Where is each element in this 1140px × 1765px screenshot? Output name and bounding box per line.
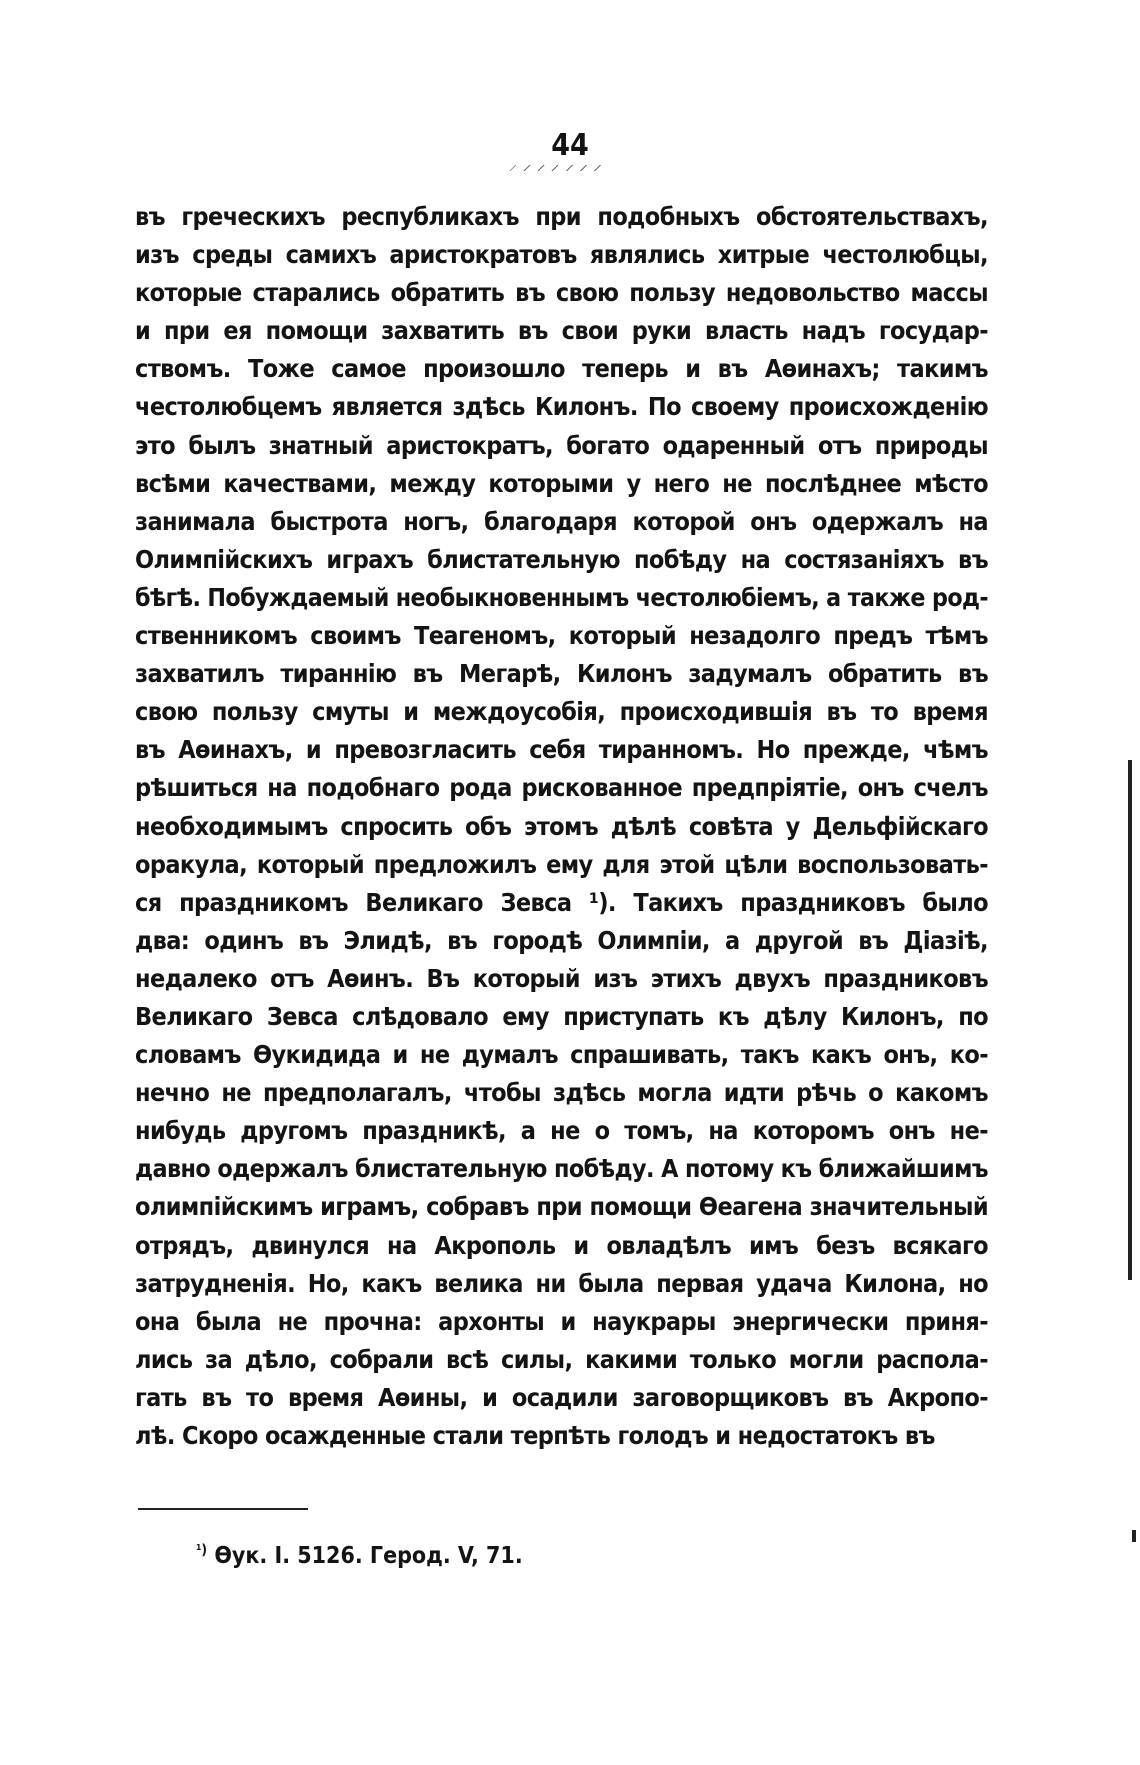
text-line: занимала быстрота ногъ, благодаря которой онъ одержалъ на — [135, 506, 988, 536]
text-line: въ Аѳинахъ, и превозгласить себя тиранномъ. Но прежде, чѣмъ — [135, 735, 988, 765]
text-line: затрудненія. Но, какъ велика ни была первая удача Килона, но — [135, 1268, 988, 1298]
text-line: честолюбцемъ является здѣсь Килонъ. По своему происхожденію — [135, 392, 988, 422]
body-text — [135, 198, 988, 1455]
text-line: которые старались обратить въ свою пользу недовольство массы — [135, 278, 988, 308]
text-line: это былъ знатный аристократъ, богато одаренный отъ природы — [135, 430, 988, 460]
text-line: словамъ Ѳукидида и не думалъ спрашивать, такъ какъ онъ, ко- — [135, 1040, 988, 1070]
footnote-marker: ¹) — [196, 1542, 208, 1559]
text-line: въ греческихъ республикахъ при подобныхъ обстоятельствахъ, — [135, 202, 988, 231]
scan-edge-mark — [1132, 1530, 1136, 1542]
text-line: она была не прочна: архонты и наукрары энергически приня- — [135, 1306, 988, 1336]
page-number-ornament — [508, 165, 608, 171]
text-line: ственникомъ своимъ Теагеномъ, который незадолго предъ тѣмъ — [135, 621, 988, 651]
text-line: недалеко отъ Аѳинъ. Въ который изъ этихъ двухъ праздниковъ — [135, 963, 988, 993]
text-line: необходимымъ спросить объ этомъ дѣлѣ совѣта у Дельфійскаго — [135, 811, 988, 841]
text-line: рѣшиться на подобнаго рода рискованное предпріятіе, онъ счелъ — [135, 773, 988, 803]
text-line: отрядъ, двинулся на Акрополь и овладѣлъ имъ безъ всякаго — [135, 1230, 988, 1260]
text-line: захватилъ тираннію въ Мегарѣ, Килонъ задумалъ обратить въ — [135, 659, 988, 689]
text-line: изъ среды самихъ аристократовъ являлись хитрые честолюбцы, — [135, 240, 988, 270]
text-line: ствомъ. Тоже самое произошло теперь и въ Аѳинахъ; такимъ — [135, 354, 988, 384]
scan-edge-mark — [1128, 760, 1132, 1280]
text-line: ся праздникомъ Великаго Зевса ¹). Такихъ праздниковъ было — [135, 887, 988, 917]
text-line: олимпійскимъ играмъ, собравъ при помощи Ѳеагена значительный — [135, 1192, 988, 1222]
text-line: два: одинъ въ Элидѣ, въ городѣ Олимпіи, а другой въ Діазіѣ, — [135, 925, 988, 955]
text-line: нибудь другомъ праздникѣ, а не о томъ, на которомъ онъ не- — [135, 1116, 988, 1146]
page-number: 44 — [551, 128, 589, 163]
footnote-text: Ѳук. I. 5126. Герод. V, 71. — [214, 1543, 523, 1569]
text-line: гать въ то время Аѳины, и осадили заговорщиковъ въ Акропо- — [135, 1382, 988, 1412]
text-line: нечно не предполагалъ, чтобы здѣсь могла идти рѣчь о какомъ — [135, 1078, 988, 1108]
text-line: и при ея помощи захватить въ свои руки власть надъ государ- — [135, 316, 988, 346]
text-line: всѣми качествами, между которыми у него не послѣднее мѣсто — [135, 468, 988, 498]
text-line: лѣ. Скоро осажденные стали терпѣть голодъ и недостатокъ въ — [135, 1421, 935, 1450]
text-line: свою пользу смуты и междоусобія, происходившія въ то время — [135, 697, 988, 727]
text-line: оракула, который предложилъ ему для этой цѣли воспользовать- — [135, 849, 988, 879]
text-line: лись за дѣло, собрали всѣ силы, какими только могли распола- — [135, 1344, 988, 1374]
text-line: бѣгѣ. Побуждаемый необыкновеннымъ честолюбіемъ, а также род- — [135, 582, 988, 612]
footnote-separator — [138, 1508, 308, 1510]
text-line: Великаго Зевса слѣдовало ему приступать къ дѣлу Килонъ, по — [135, 1001, 988, 1031]
text-line: давно одержалъ блистательную побѣду. А потому къ ближайшимъ — [135, 1154, 989, 1184]
text-line: Олимпійскихъ играхъ блистательную побѣду на состязаніяхъ въ — [135, 544, 988, 574]
footnote — [196, 1540, 523, 1572]
